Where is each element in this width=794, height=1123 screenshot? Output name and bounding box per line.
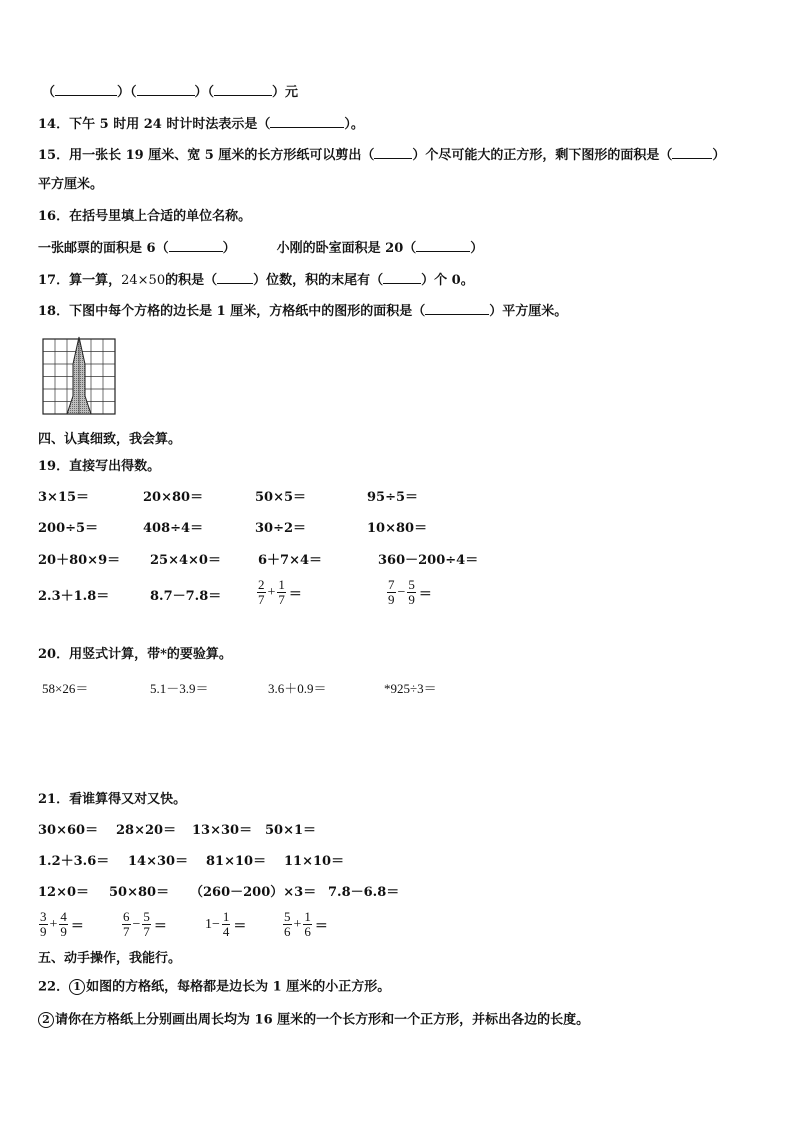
question-number: 22．	[38, 979, 70, 995]
question-15-line2: 平方厘米。	[38, 177, 104, 192]
operator: −	[397, 584, 406, 600]
calc-item: 14×30＝	[128, 854, 189, 869]
calc-item: 8.7－7.8＝	[150, 589, 222, 604]
circled-number-icon: 2	[38, 1012, 54, 1028]
fraction: $\frac{6}{7}$	[123, 909, 130, 939]
equals: ＝	[153, 918, 167, 933]
calc-item: 6＋7×4＝	[258, 553, 323, 568]
paren-open: （	[42, 85, 56, 100]
calc-item: 50×5＝	[255, 490, 307, 505]
question-15	[38, 147, 725, 164]
question-text: ）平方厘米。	[489, 304, 568, 319]
fraction-expression	[121, 910, 167, 939]
calc-item: 20×80＝	[143, 490, 204, 505]
fraction: $\frac{3}{9}$	[40, 909, 47, 939]
fraction: $\frac{7}{9}$	[388, 577, 395, 607]
fraction: $\frac{5}{7}$	[143, 909, 150, 939]
calc-item: 3×15＝	[38, 490, 90, 505]
fraction: $\frac{1}{7}$	[278, 577, 285, 607]
section-5-title: 五、动手操作，我能行。	[38, 951, 182, 966]
question-19-title: 19．直接写出得数。	[38, 459, 161, 474]
question-22-part-1	[38, 979, 390, 996]
calc-item: 1.2＋3.6＝	[38, 854, 110, 869]
calc-item: 2.3＋1.8＝	[38, 589, 110, 604]
fraction: $\frac{4}{9}$	[60, 909, 67, 939]
vertical-calc-item: 5.1－3.9＝	[150, 681, 209, 696]
answer-blank[interactable]	[270, 116, 344, 128]
answer-blank[interactable]	[383, 272, 421, 284]
question-18	[38, 303, 567, 320]
question-text: ）个尽可能大的正方形，剩下图形的面积是（	[412, 148, 673, 163]
question-text: 的积是（	[165, 273, 218, 288]
question-text: ）个 0。	[421, 273, 474, 288]
equals: ＝	[233, 918, 247, 933]
question-number: 18．	[38, 304, 70, 319]
equals: ＝	[288, 586, 302, 601]
fraction: $\frac{1}{6}$	[304, 909, 311, 939]
question-text: 下图中每个方格的边长是 1 厘米，方格纸中的图形的面积是（	[69, 304, 426, 319]
calc-item: 25×4×0＝	[150, 553, 221, 568]
expression: 24×50	[121, 273, 166, 288]
answer-blank[interactable]	[169, 240, 223, 252]
section-4-title: 四、认真细致，我会算。	[38, 432, 182, 447]
fraction-expression	[256, 578, 302, 607]
question-text: 如图的方格纸，每格都是边长为 1 厘米的小正方形。	[86, 979, 391, 995]
question-text: ）位数，积的末尾有（	[253, 273, 384, 288]
answer-blank[interactable]	[672, 147, 712, 159]
question-16	[38, 209, 251, 225]
calc-item: 10×80＝	[367, 521, 428, 536]
question-17	[38, 272, 474, 289]
answer-blank[interactable]	[374, 147, 412, 159]
question-number: 17．	[38, 273, 70, 288]
calc-item: 12×0＝	[38, 885, 90, 900]
question-text: 小刚的卧室面积是 20（	[276, 241, 417, 256]
fraction-expression	[282, 910, 328, 939]
circled-number-icon: 1	[69, 979, 85, 995]
operator: +	[49, 916, 58, 932]
question-text: ）。	[344, 117, 364, 132]
answer-blank[interactable]	[55, 84, 117, 96]
fraction-expression	[38, 910, 84, 939]
question-number: 16．	[38, 209, 70, 224]
equals: ＝	[70, 918, 84, 933]
calc-item: 408÷4＝	[143, 521, 204, 536]
operator: +	[293, 916, 302, 932]
question-21-title: 21．看谁算得又对又快。	[38, 792, 187, 807]
grid-figure	[42, 336, 118, 416]
paren-text: ）（	[117, 85, 137, 100]
fraction: $\frac{1}{4}$	[222, 909, 230, 939]
question-text: 用一张长 19 厘米、宽 5 厘米的长方形纸可以剪出（	[69, 148, 375, 163]
fraction-expression	[204, 910, 246, 939]
question-20-title: 20．用竖式计算，带*的要验算。	[38, 647, 232, 662]
unit-text: ）元	[272, 85, 299, 100]
operator: −	[132, 916, 141, 932]
vertical-calc-item: *925÷3＝	[384, 681, 437, 696]
calc-item: 81×10＝	[206, 854, 267, 869]
question-text: 请你在方格纸上分别画出周长均为 16 厘米的一个长方形和一个正方形，并标出各边的长度。	[55, 1012, 590, 1028]
calc-item: 200÷5＝	[38, 521, 99, 536]
question-text: ）	[470, 241, 484, 256]
calc-item: 30÷2＝	[255, 521, 307, 536]
calc-item: 360－200÷4＝	[378, 553, 479, 568]
question-text: ）	[712, 148, 726, 163]
vertical-calc-item: 3.6＋0.9＝	[268, 681, 327, 696]
paren-text: ）（	[194, 85, 215, 100]
calc-item: 30×60＝	[38, 823, 99, 838]
calc-item: 7.8－6.8＝	[328, 885, 400, 900]
fraction-expression	[386, 578, 432, 607]
calc-item: 50×1＝	[265, 823, 317, 838]
calc-item: 95÷5＝	[367, 490, 419, 505]
question-14	[38, 116, 364, 133]
calc-item: （260－200）×3＝	[190, 885, 317, 900]
question-text: 下午 5 时用 24 时计时法表示是（	[69, 117, 271, 132]
answer-blank[interactable]	[425, 303, 489, 315]
calc-item: 20＋80×9＝	[38, 553, 121, 568]
calc-item: 50×80＝	[109, 885, 170, 900]
vertical-calc-item: 58×26＝	[42, 681, 89, 696]
fraction: $\frac{2}{7}$	[258, 577, 265, 607]
equals: ＝	[314, 918, 328, 933]
calc-item: 28×20＝	[116, 823, 177, 838]
equals: ＝	[418, 586, 432, 601]
question-16-answers	[38, 240, 483, 257]
operator: 1−	[205, 916, 220, 932]
question-text: 一张邮票的面积是 6（	[38, 241, 169, 256]
question-text: 在括号里填上合适的单位名称。	[69, 209, 252, 224]
answer-blank[interactable]	[137, 84, 195, 96]
answer-blank[interactable]	[416, 240, 470, 252]
answer-blank[interactable]	[217, 272, 253, 284]
question-number: 14．	[38, 117, 70, 132]
fraction: $\frac{5}{9}$	[408, 577, 415, 607]
question-number: 15．	[38, 148, 70, 163]
answer-blank[interactable]	[214, 84, 272, 96]
calc-item: 13×30＝	[192, 823, 253, 838]
calc-item: 11×10＝	[284, 854, 345, 869]
question-22-part-2	[38, 1012, 589, 1029]
top-answer-line	[42, 84, 298, 101]
fraction: $\frac{5}{6}$	[284, 909, 291, 939]
question-text: ）	[222, 241, 236, 256]
operator: +	[267, 584, 276, 600]
question-text: 算一算，	[69, 273, 122, 288]
